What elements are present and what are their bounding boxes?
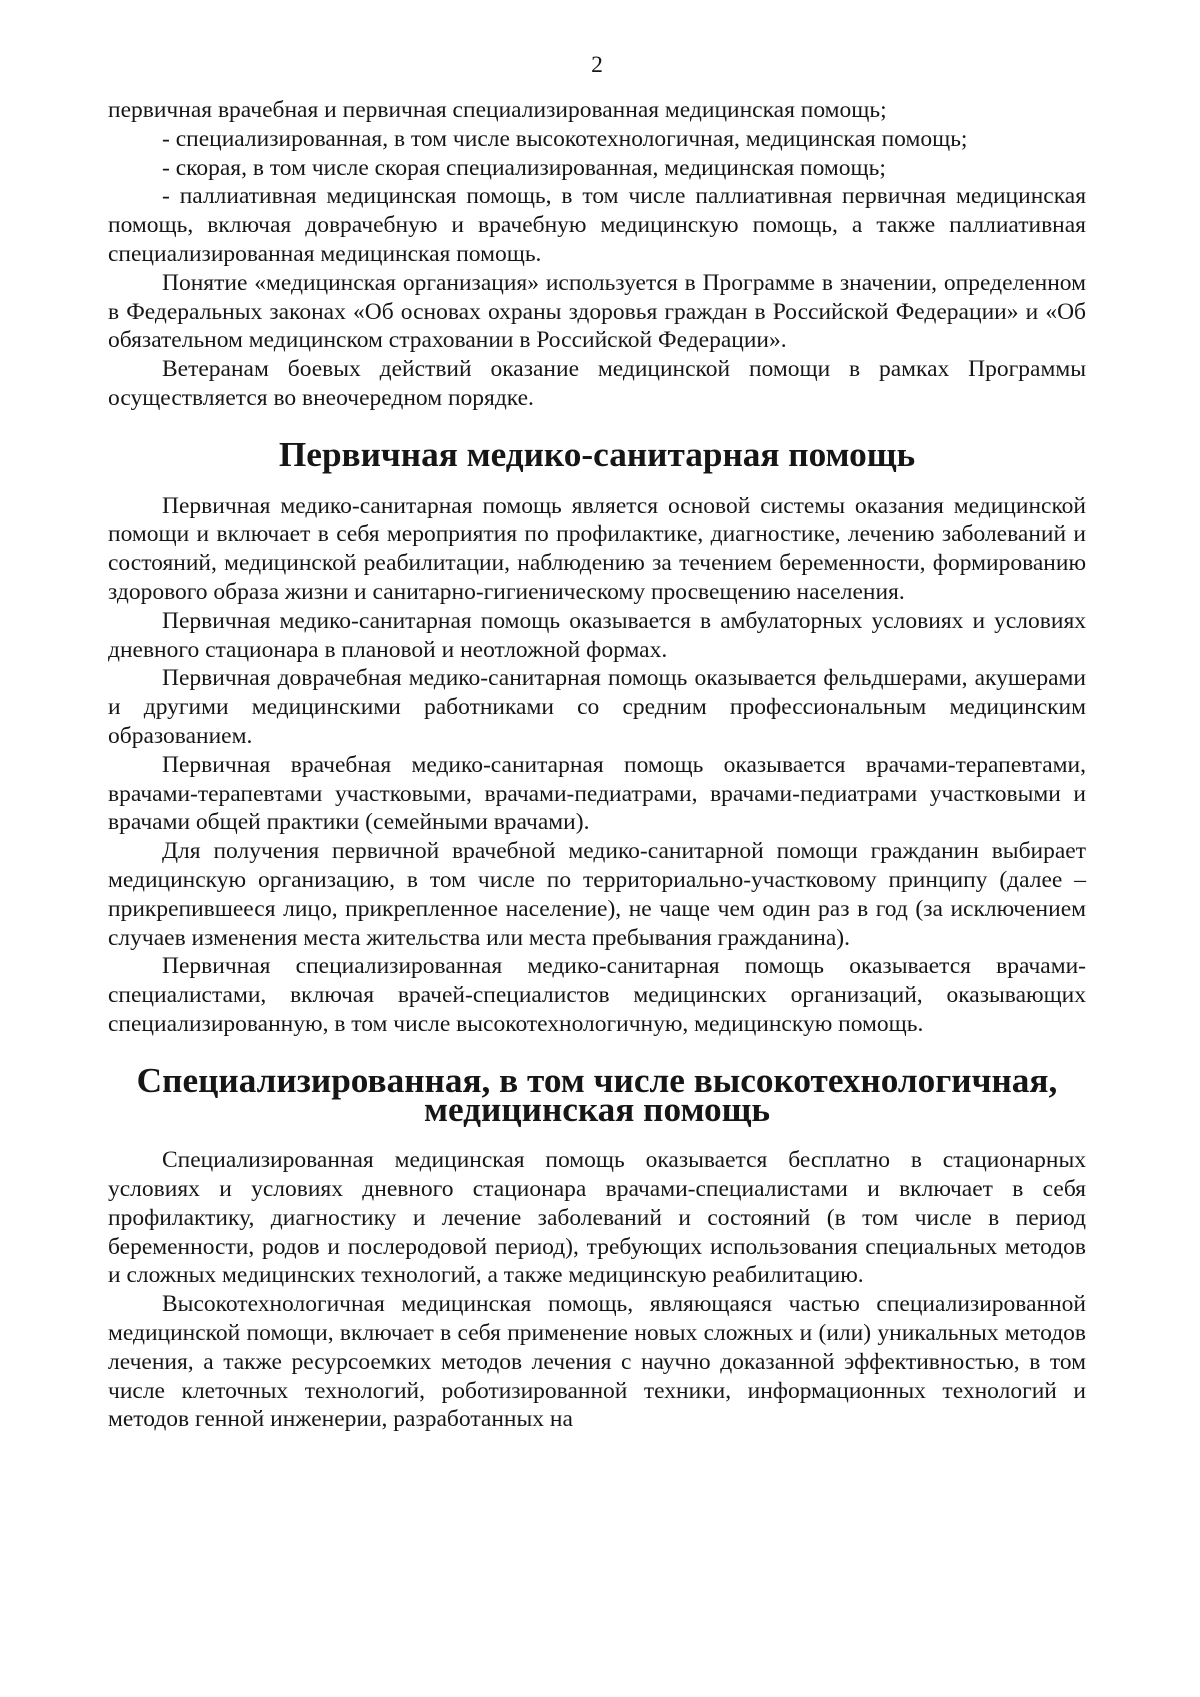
- paragraph: Ветеранам боевых действий оказание медицинской помощи в рамках Программы осуществляется во внеочередном порядке.: [108, 356, 1086, 411]
- section-heading-primary-care: Первичная медико-санитарная помощь: [278, 434, 916, 474]
- list-item: - паллиативная медицинская помощь, в том числе паллиативная первичная медицинская помощь, включая доврачебную и врачебную медицинскую помощь, а также паллиативная специализированная медицинская помощь.: [108, 183, 1086, 267]
- page-number: 2: [591, 52, 603, 78]
- paragraph: Высокотехнологичная медицинская помощь, являющаяся частью специализированной медицинской помощи, включает в себя применение новых сложных и (или) уникальных методов лечения, а также ресурсоемких методов лечения с научно доказанной эффективностью, в том числе клеточных технологий, роботизированной техники, информационных технологий и методов генной инженерии, разработанных на: [108, 1291, 1086, 1433]
- list-item: - специализированная, в том числе высокотехнологичная, медицинская помощь;: [162, 125, 968, 152]
- list-item: - скорая, в том числе скорая специализированная, медицинская помощь;: [162, 154, 886, 181]
- paragraph: Специализированная медицинская помощь оказывается бесплатно в стационарных условиях и условиях дневного стационара врачами-специалистами и включает в себя профилактику, диагностику и лечение заболеваний и состояний (в том числе в период беременности, родов и послеродовой период), требующих использования специальных методов и сложных медицинских технологий, а также медицинскую реабилитацию.: [108, 1147, 1086, 1289]
- paragraph: Первичная специализированная медико-санитарная помощь оказывается врачами-специалистами, включая врачей-специалистов медицинских организаций, оказывающих специализированную, в том числе высокотехнологичную, медицинскую помощь.: [108, 953, 1086, 1037]
- section-heading-specialized-care: Специализированная, в том числе высокотехнологичная, медицинская помощь: [136, 1060, 1058, 1129]
- paragraph: Первичная медико-санитарная помощь оказывается в амбулаторных условиях и условиях дневного стационара в плановой и неотложной формах.: [108, 607, 1086, 663]
- paragraph: Понятие «медицинская организация» используется в Программе в значении, определенном в Федеральных законах «Об основах охраны здоровья граждан в Российской Федерации» и «Об обязательном медицинском страховании в Российской Федерации».: [108, 269, 1086, 354]
- paragraph: первичная врачебная и первичная специализированная медицинская помощь;: [108, 97, 887, 123]
- document-page: [108, 50, 1086, 1434]
- paragraph: Первичная медико-санитарная помощь является основой системы оказания медицинской помощи и включает в себя мероприятия по профилактике, диагностике, лечению заболеваний и состояний, медицинской реабилитации, наблюдению за течением беременности, формированию здорового образа жизни и санитарно-гигиеническому просвещению населения.: [108, 492, 1086, 605]
- paragraph: Для получения первичной врачебной медико-санитарной помощи гражданин выбирает медицинскую организацию, в том числе по территориально-участковому принципу (далее – прикрепившееся лицо, прикрепленное население), не чаще чем один раз в год (за исключением случаев изменения места жительства или места пребывания гражданина).: [108, 838, 1086, 951]
- paragraph: Первичная доврачебная медико-санитарная помощь оказывается фельдшерами, акушерами и другими медицинскими работниками со средним профессиональным медицинским образованием.: [108, 665, 1086, 749]
- paragraph: Первичная врачебная медико-санитарная помощь оказывается врачами-терапевтами, врачами-терапевтами участковыми, врачами-педиатрами, врачами-педиатрами участковыми и врачами общей практики (семейными врачами).: [108, 751, 1086, 836]
